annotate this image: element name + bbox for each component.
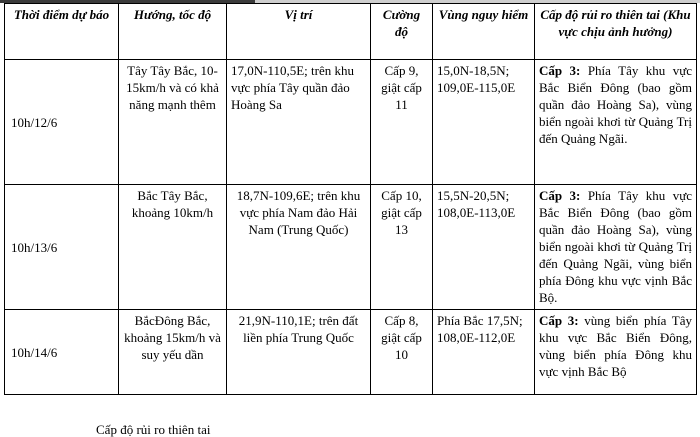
risk-text: Phía Tây khu vực Bắc Biển Đông (bao gồm quần đảo Hoàng Sa), vùng biển ngoài khơi từ Quảng Trị đến Quảng Ngãi, vùng biển phía Đông khu vực vịnh Bắc Bộ. [539, 188, 693, 305]
cell-direction: BắcĐông Bắc, khoảng 15km/h và suy yếu dần [119, 310, 227, 395]
cell-direction: Tây Tây Bắc, 10-15km/h và có khả năng mạnh thêm [119, 60, 227, 185]
cell-time: 10h/14/6 [5, 310, 119, 395]
footer-text-fragment: Cấp độ rủi ro thiên tai [96, 422, 211, 437]
cell-danger-zone: Phía Bắc 17,5N; 108,0E-112,0E [433, 310, 535, 395]
cell-intensity: Cấp 10, giật cấp 13 [371, 185, 433, 310]
header-row [5, 4, 697, 60]
cell-danger-zone: 15,5N-20,5N; 108,0E-113,0E [433, 185, 535, 310]
header-time: Thời điểm dự báo [5, 4, 119, 60]
cell-risk [535, 60, 697, 185]
table-row [5, 60, 697, 185]
cell-time: 10h/12/6 [5, 60, 119, 185]
risk-text: vùng biển phía Tây khu vực Bắc Biển Đông, vùng biển phía Đông khu vực vịnh Bắc Bộ [539, 313, 692, 379]
cell-intensity: Cấp 9, giật cấp 11 [371, 60, 433, 185]
risk-level: Cấp 3: [539, 188, 581, 203]
header-direction: Hướng, tốc độ [119, 4, 227, 60]
cell-intensity: Cấp 8, giật cấp 10 [371, 310, 433, 395]
cell-position: 18,7N-109,6E; trên khu vực phía Nam đảo Hải Nam (Trung Quốc) [227, 185, 371, 310]
forecast-table [4, 3, 697, 395]
header-intensity: Cường độ [371, 4, 433, 60]
cell-risk [535, 310, 697, 395]
header-risk: Cấp độ rủi ro thiên tai (Khu vực chịu ảnh hưởng) [535, 4, 697, 60]
table-row [5, 310, 697, 395]
cell-danger-zone: 15,0N-18,5N; 109,0E-115,0E [433, 60, 535, 185]
cell-time: 10h/13/6 [5, 185, 119, 310]
risk-text: Phía Tây khu vực Bắc Biển Đông (bao gồm quần đảo Hoàng Sa), vùng biển ngoài khơi từ Quảng Trị đến Quảng Ngãi. [539, 63, 693, 146]
cell-direction: Bắc Tây Bắc, khoảng 10km/h [119, 185, 227, 310]
table-row [5, 185, 697, 310]
risk-level: Cấp 3: [539, 63, 581, 78]
header-danger-zone: Vùng nguy hiểm [433, 4, 535, 60]
risk-level: Cấp 3: [539, 313, 579, 328]
cell-position: 17,0N-110,5E; trên khu vực phía Tây quần đảo Hoàng Sa [227, 60, 371, 185]
cell-risk [535, 185, 697, 310]
cell-position: 21,9N-110,1E; trên đất liền phía Trung Quốc [227, 310, 371, 395]
header-position: Vị trí [227, 4, 371, 60]
